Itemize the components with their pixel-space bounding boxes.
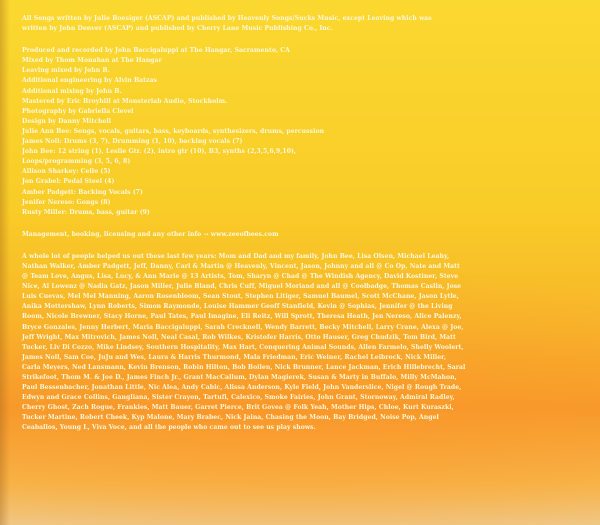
thanks-line: Ceaballos, Young L, Viva Voce, and all the people who came out to see us play shows. [22, 424, 316, 432]
thanks-line: Anika Mottershaw, Lynn Roberts, Simon Raymonde, Louise Hammer Geoff Stanfield, Kevin @ Sophias, Jennifer @ the Living [22, 303, 453, 311]
writing-credits-section [22, 14, 592, 34]
thanks-line: Edwyn and Grace Collins, Gangliana, Sister Crayon, Tartufi, Calexico, Smoke Fairies, John Grant, Stornoway, Admiral Radley, [22, 394, 455, 402]
credit-line: Leaving mixed by John B. [22, 67, 110, 75]
credit-line: Rusty Miller: Drums, bass, guitar (9) [22, 208, 150, 216]
credit-line: Loops/programming (3, 5, 6, 8) [22, 158, 131, 166]
credit-line: All Songs written by Julie Boesiger (ASCAP) and published by Heavenly Songs/Sucks Music, except Leaving which was [22, 15, 432, 22]
thanks-line: Cherry Ghost, Zach Rogue, Frankies, Matt Bauer, Garret Pierce, Brit Govea @ Folk Yeah, Mother Hips, Chloe, Kurt Kuraszki, [22, 404, 454, 412]
credit-line: Julie Ann Bee: Songs, vocals, guitars, bass, keyboards, synthesizers, drums, percussion [22, 127, 325, 135]
thanks-line: Tucker, Liv Di Cozzo, Mike Lindsey, Southern Hospitality, Max Hart, Conquering Animal Sounds, Allen Farmelo, Shelly Woolert, [22, 343, 464, 351]
credit-line: Produced and recorded by John Baccigaluppi at The Hangar, Sacramento, CA [22, 47, 290, 55]
credit-line: James Noll: Drums (3, 7), Drumming (1, 10), backing vocals (7) [22, 138, 243, 146]
page-fold-shadow [0, 0, 10, 525]
thanks-line: Room, Nicole Brewner, Stacy Horne, Paul Tates, Paul Imagine, Eli Reitz, Will Sprott, Theresa Heath, Jen Nereso, Alice Palenzy, [22, 313, 462, 321]
thanks-line: @ Team Love, Angus, Lisa, Lucy, & Ann Marie @ 13 Artists, Tom, Sharyn @ Chad @ The Windish Agency, David Kostiner, Steve [22, 273, 459, 281]
credit-line: written by John Denver (ASCAP) and published by Cherry Lane Music Publishing Co., Inc. [22, 25, 333, 33]
credit-line: Amber Padgett: Backing Vocals (7) [22, 188, 143, 196]
thanks-line: Bryce Gonzales, Jenny Herbert, Maria Baccigaluppi, Sarah Crecknell, Wendy Barrett, Becky Mitchell, Larry Crane, Alexa @ Joe, [22, 323, 464, 331]
credit-line: Jon Grabel: Pedal Steel (4) [22, 178, 115, 186]
credit-line: Allison Sharkey: Cello (5) [22, 168, 111, 176]
credit-line: Mixed by Thom Monahan at The Hangar [22, 57, 162, 65]
credits-text-block [22, 14, 592, 434]
thanks-line: Luis Cuevas, Mel Mel Manning, Aaron Rosenbloom, Sean Stout, Stephen Litiger, Samuel Baumel, Scott McChane, Jason Lytle, [22, 293, 459, 301]
thanks-line: A whole lot of people helped us out these last few years: Mom and Dad and my family, John Bee, Lisa Olsen, Michael Leahy, [22, 252, 450, 260]
credit-line: John Bee: 12 string (1), Leslie Gtr. (2), intro gtr (10), B3, synths (2,3,5,6,9,10), [22, 148, 297, 156]
thanks-line: James Noll, Sam Coe, JuJu and Wes, Laura & Harris Thurmond, Mala Friedman, Eric Weiner, Rachel Leibrock, Nick Miller, [22, 353, 447, 361]
thanks-line: Nice, Al Lowenz @ Nadia Gatz, Jason Miller, Julie Bland, Chris Cuff, Miguel Moriand and all @ Coolbadge, Thomas Caslin, Jose [22, 283, 462, 291]
thanks-line: Carla Meyers, Ned Lansmann, Kevin Brenson, Robin Hilton, Bob Boilen, Nick Brunner, Lance Jackman, Erich Hillebrecht, Saral [22, 363, 466, 371]
thanks-line: Strikefoot, Thom M. & Joe D., James Finch Jr., Grant MacCallum, Dylan Magierek, Susan & Marty in Buffalo, Milly McMahon, [22, 374, 457, 381]
thanks-line: Jeff Wright, Max Mitrovich, James Noll, Neal Casal, Rob Wilkes, Kristofer Harris, Otto Hauser, Greg Chudzik, Tom Bird, Matt [22, 333, 456, 341]
credit-line: Jenifer Nereso: Gongs (8) [22, 198, 111, 206]
management-contact-line: Management, booking, licensing and any other info → www.zeeofbees.com [22, 230, 279, 238]
production-credits-section [22, 46, 592, 218]
credit-line: Mastered by Eric Broyhill at Monsterlab Audio, Stockholm. [22, 97, 228, 105]
credit-line: Photography by Gabriella Clevel [22, 107, 134, 115]
credit-line: Additional engineering by Alvin Batzas [22, 77, 158, 85]
thanks-line: Tucker Martine, Robert Cheek, Kyp Malone, Mary Brabec, Nick Jaina, Chasing the Moon, Bay Bridged, Noise Pop, Angel [22, 414, 439, 422]
thanks-line: Nathan Walker, Amber Padgett, Jeff, Danny, Carl & Martin @ Heavenly, Vincent, Jason, Johnny and all @ Co Op, Nate and Matt [22, 262, 460, 270]
thanks-section [22, 252, 592, 434]
credit-line: Design by Danny Mitchell [22, 117, 112, 125]
credit-line: Additional mixing by John B. [22, 87, 122, 95]
thanks-line: Paul Bessenbacher, Jonathan Little, Nic Alea, Andy Cabic, Alissa Anderson, Kyle Field, John Vanderslice, Nigel @ Rough Trade, [22, 384, 462, 392]
